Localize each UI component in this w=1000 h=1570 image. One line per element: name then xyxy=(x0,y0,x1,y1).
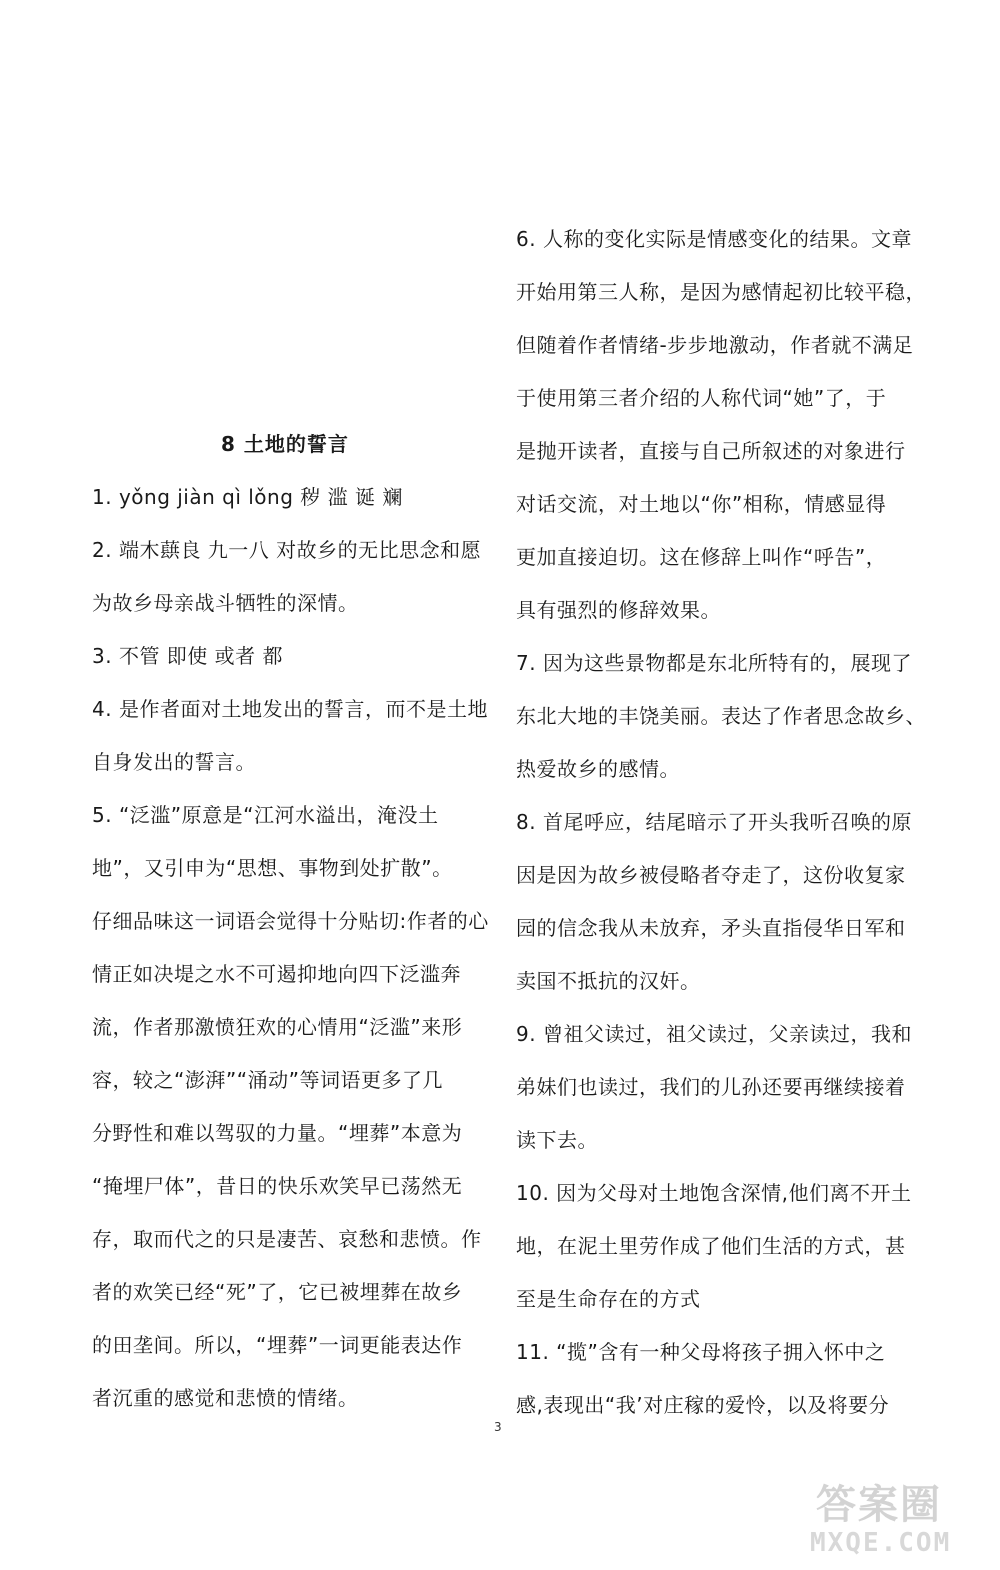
text-line: 11. “揽”含有一种父母将孩子拥入怀中之 xyxy=(516,1340,886,1364)
text-line: 地，在泥土里劳作成了他们生活的方式，甚 xyxy=(516,1234,906,1258)
text-line: 8. 首尾呼应，结尾暗示了开头我听召唤的原 xyxy=(516,810,912,834)
text-line: 地”，又引申为“思想、事物到处扩散”。 xyxy=(92,856,453,880)
text-line: 开始用第三人称，是因为感情起初比较平稳， xyxy=(516,280,926,304)
text-line: 流，作者那激愤狂欢的心情用“泛滥”来形 xyxy=(92,1015,463,1039)
text-line: 者沉重的感觉和悲愤的情绪。 xyxy=(92,1386,359,1410)
text-line: 弟妹们也读过，我们的儿孙还要再继续接着 xyxy=(516,1075,906,1099)
text-line: 存，取而代之的只是凄苦、哀愁和悲愤。作 xyxy=(92,1227,482,1251)
text-line: 东北大地的丰饶美丽。表达了作者思念故乡、 xyxy=(516,704,926,728)
text-line: 1. yǒng jiàn qì lǒng 秽 滥 诞 斓 xyxy=(92,485,403,509)
text-line: 卖国不抵抗的汉奸。 xyxy=(516,969,701,993)
page-number: 3 xyxy=(494,1420,502,1434)
text-line: “掩埋尸体”，昔日的快乐欢笑早已荡然无 xyxy=(92,1174,463,1198)
text-line: 10. 因为父母对土地饱含深情,他们离不开土 xyxy=(516,1181,912,1205)
text-line: 5. “泛滥”原意是“江河水溢出，淹没土 xyxy=(92,803,439,827)
text-line: 热爱故乡的感情。 xyxy=(516,757,680,781)
text-line: 容，较之“澎湃”“涌动”等词语更多了几 xyxy=(92,1068,443,1092)
text-line: 2. 端木蕻良 九一八 对故乡的无比思念和愿 xyxy=(92,538,482,562)
text-line: 园的信念我从未放弃，矛头直指侵华日军和 xyxy=(516,916,906,940)
text-line: 3. 不管 即使 或者 都 xyxy=(92,644,284,668)
watermark-url: MXQE.COM xyxy=(810,1528,952,1558)
text-line: 分野性和难以驾驭的力量。“埋葬”本意为 xyxy=(92,1121,463,1145)
text-line: 对话交流，对土地以“你”相称，情感显得 xyxy=(516,492,887,516)
text-line: 至是生命存在的方式 xyxy=(516,1287,701,1311)
text-line: 但随着作者情绪-步步地激动，作者就不满足 xyxy=(516,333,914,357)
text-line: 是抛开读者，直接与自己所叙述的对象进行 xyxy=(516,439,906,463)
text-line: 具有强烈的修辞效果。 xyxy=(516,598,721,622)
text-line: 自身发出的誓言。 xyxy=(92,750,256,774)
text-line: 因是因为故乡被侵略者夺走了，这份收复家 xyxy=(516,863,906,887)
text-line: 的田垄间。所以，“埋葬”一词更能表达作 xyxy=(92,1333,463,1357)
text-line: 仔细品味这一词语会觉得十分贴切:作者的心 xyxy=(92,909,489,933)
text-line: 4. 是作者面对土地发出的誓言，而不是土地 xyxy=(92,697,488,721)
text-line: 9. 曾祖父读过，祖父读过，父亲读过，我和 xyxy=(516,1022,912,1046)
text-line: 情正如决堤之水不可遏抑地向四下泛滥奔 xyxy=(92,962,461,986)
section-title: 8 土地的誓言 xyxy=(221,432,349,456)
text-line: 6. 人称的变化实际是情感变化的结果。文章 xyxy=(516,227,912,251)
text-line: 7. 因为这些景物都是东北所特有的，展现了 xyxy=(516,651,912,675)
text-line: 为故乡母亲战斗牺牲的深情。 xyxy=(92,591,359,615)
text-line: 感,表现出“我’对庄稼的爱怜，以及将要分 xyxy=(516,1393,890,1417)
text-line: 更加直接迫切。这在修辞上叫作“呼告”， xyxy=(516,545,887,569)
watermark-text: 答案圈 xyxy=(816,1482,942,1528)
text-line: 于使用第三者介绍的人称代词“她”了，于 xyxy=(516,386,887,410)
watermark-logo xyxy=(780,1482,990,1564)
text-line: 读下去。 xyxy=(516,1128,598,1152)
text-line: 者的欢笑已经“死”了，它已被埋葬在故乡 xyxy=(92,1280,463,1304)
